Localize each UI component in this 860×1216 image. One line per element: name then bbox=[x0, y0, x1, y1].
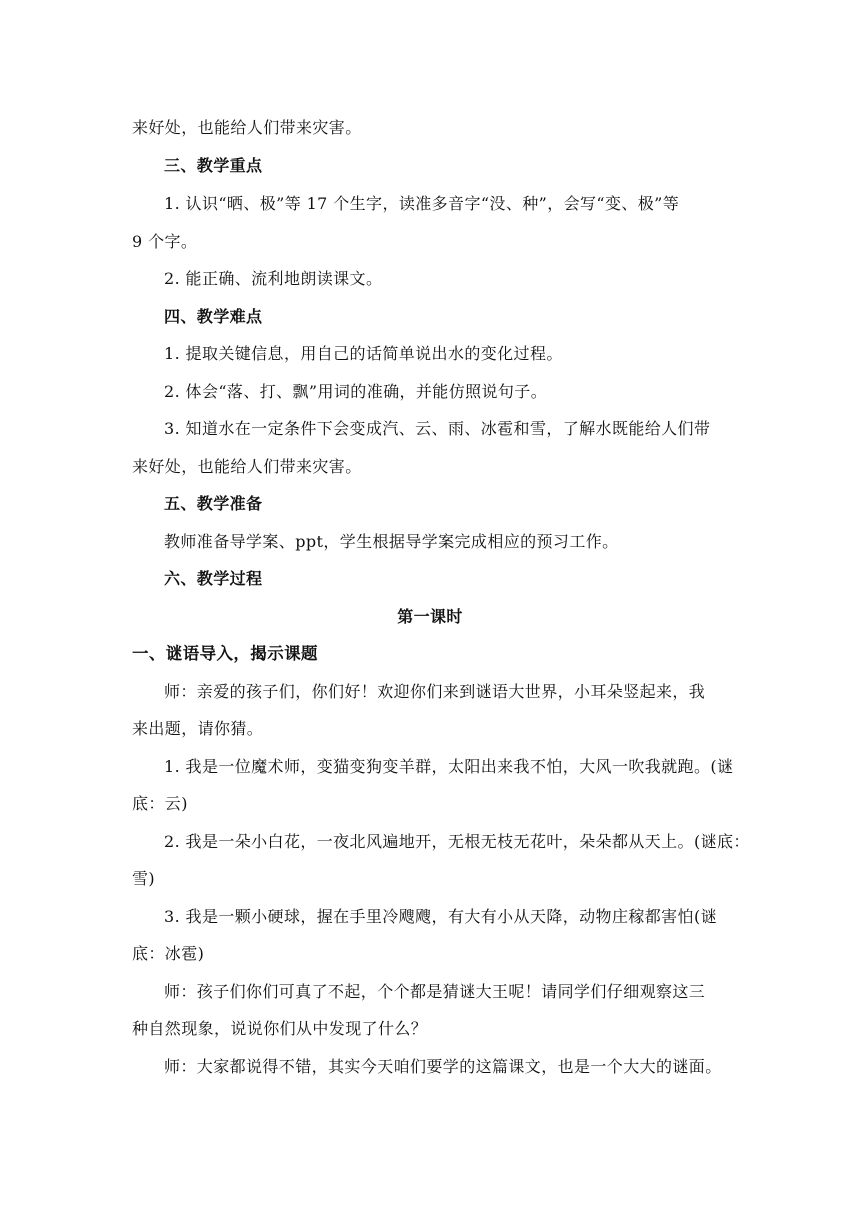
body-text: 师：大家都说得不错，其实今天咱们要学的这篇课文，也是一个大大的谜面。 bbox=[164, 1057, 722, 1076]
body-text: 1. 认识“晒、极”等 17 个生字，读准多音字“没、种”，会写“变、极”等 bbox=[164, 194, 680, 213]
body-text: 1. 我是一位魔术师，变猫变狗变羊群，太阳出来我不怕，大风一吹我就跑。(谜 bbox=[164, 757, 734, 776]
lesson-title: 第一课时 bbox=[397, 607, 463, 626]
section-heading: 五、教学准备 bbox=[164, 494, 263, 513]
section-heading: 三、教学重点 bbox=[164, 156, 263, 175]
body-text: 1. 提取关键信息，用自己的话简单说出水的变化过程。 bbox=[164, 344, 563, 363]
body-text: 底：冰雹) bbox=[132, 944, 205, 963]
body-text: 来出题，请你猜。 bbox=[132, 719, 264, 738]
body-text: 来好处，也能给人们带来灾害。 bbox=[132, 457, 362, 476]
body-text: 2. 我是一朵小白花，一夜北风遍地开，无根无枝无花叶，朵朵都从天上。(谜底： bbox=[164, 832, 750, 851]
body-text: 来好处，也能给人们带来灾害。 bbox=[132, 118, 362, 137]
body-text: 3. 知道水在一定条件下会变成汽、云、雨、冰雹和雪，了解水既能给人们带 bbox=[164, 419, 711, 438]
body-text: 教师准备导学案、ppt，学生根据导学案完成相应的预习工作。 bbox=[164, 532, 619, 551]
body-text: 种自然现象，说说你们从中发现了什么？ bbox=[132, 1019, 428, 1038]
body-text: 2. 能正确、流利地朗读课文。 bbox=[164, 269, 383, 288]
section-heading: 一、谜语导入，揭示课题 bbox=[132, 644, 318, 663]
body-text: 3. 我是一颗小硬球，握在手里冷飕飕，有大有小从天降，动物庄稼都害怕(谜 bbox=[164, 907, 717, 926]
body-text: 师：孩子们你们可真了不起，个个都是猜谜大王呢！请同学们仔细观察这三 bbox=[164, 982, 706, 1001]
body-text: 底：云) bbox=[132, 794, 188, 813]
section-heading: 六、教学过程 bbox=[164, 569, 263, 588]
body-text: 师：亲爱的孩子们，你们好！欢迎你们来到谜语大世界，小耳朵竖起来，我 bbox=[164, 682, 706, 701]
body-text: 雪) bbox=[132, 869, 156, 888]
section-heading: 四、教学难点 bbox=[164, 307, 263, 326]
body-text: 2. 体会“落、打、飘”用词的准确，并能仿照说句子。 bbox=[164, 382, 548, 401]
body-text: 9 个字。 bbox=[132, 232, 198, 251]
